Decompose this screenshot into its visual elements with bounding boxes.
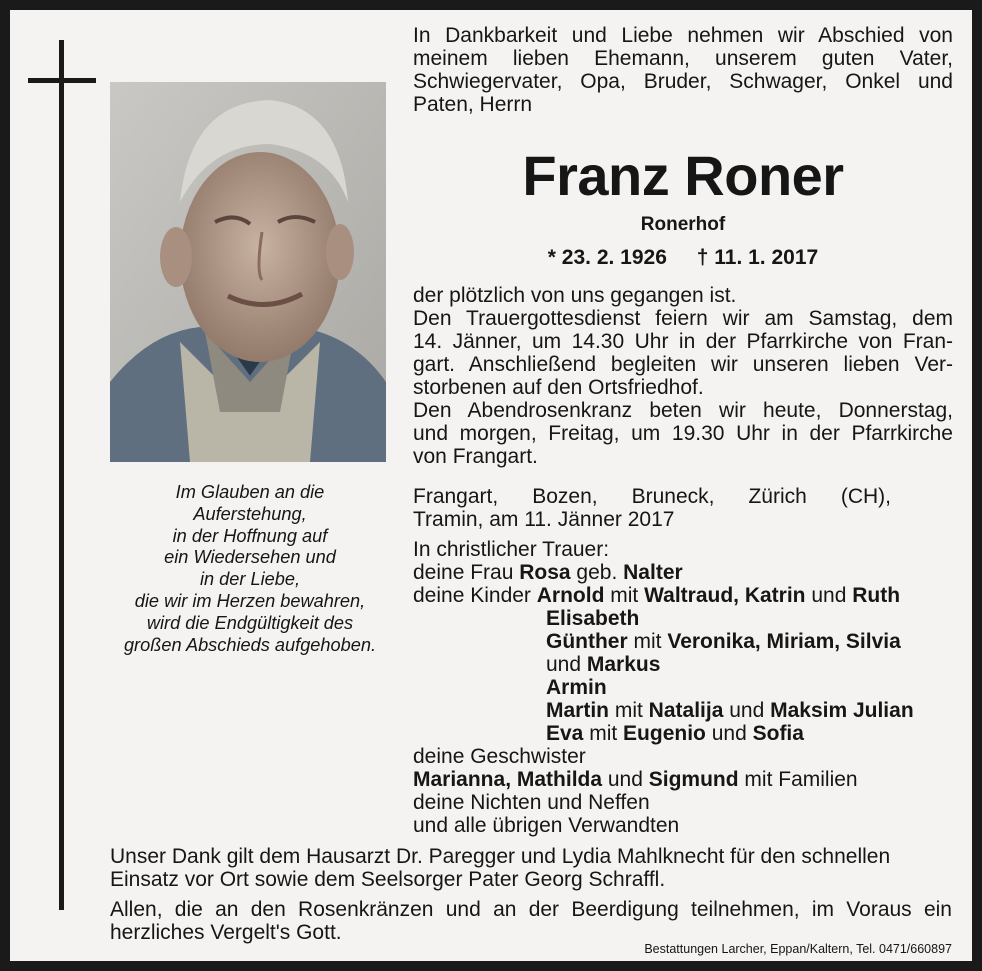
child-name: Eva <box>546 722 584 745</box>
funeral-line: storbenen auf den Ortsfriedhof. <box>413 376 704 399</box>
label: deine Frau <box>413 561 520 584</box>
funeral-home-credit: Bestattungen Larcher, Eppan/Kaltern, Tel. 0471/660897 <box>644 942 952 956</box>
verse-line: Im Glauben an die <box>175 482 325 502</box>
wife-name: Rosa <box>519 561 571 584</box>
mourners-list <box>413 538 953 837</box>
mourners-heading: In christlicher Trauer: <box>413 538 610 561</box>
funeral-line: von Frangart. <box>413 445 538 468</box>
place-line: Tramin, am 11. Jänner 2017 <box>413 508 675 531</box>
children-line <box>413 676 953 699</box>
thanks-paragraph <box>110 845 952 891</box>
relatives-line: und alle übrigen Verwandten <box>413 814 680 837</box>
funeral-line: gart. Anschließend begleiten wir unseren lieben Ver- <box>413 353 953 376</box>
maiden-name: Nalter <box>623 561 683 584</box>
portrait-photo <box>110 82 386 462</box>
intro-line: meinem lieben Ehemann, unserem guten Vater, <box>413 47 953 70</box>
funeral-line: Den Trauergottesdienst feiern wir am Samstag, dem <box>413 307 953 330</box>
label: mit Familien <box>738 768 858 791</box>
wife-line <box>413 561 953 584</box>
children-line <box>413 653 953 676</box>
label: und <box>723 699 771 722</box>
birth-date: * 23. 2. 1926 <box>547 246 667 269</box>
sibling-names: Marianna, Mathilda <box>413 768 603 791</box>
intro-line: Paten, Herrn <box>413 93 533 116</box>
death-date: † 11. 1. 2017 <box>696 246 819 269</box>
funeral-line: Den Abendrosenkranz beten wir heute, Donnerstag, <box>413 399 953 422</box>
partner-name: Markus <box>586 653 661 676</box>
farm-name: Ronerhof <box>640 214 726 235</box>
verse-line: wird die Endgültigkeit des <box>146 612 354 633</box>
partner-name: Natalija <box>648 699 724 722</box>
verse-line: ein Wiedersehen und <box>164 547 336 568</box>
partner-name: Eugenio <box>623 722 706 745</box>
thanks2-line: herzliches Vergelt's Gott. <box>110 921 342 944</box>
sibling-name: Sigmund <box>648 768 739 791</box>
label: und <box>602 768 649 791</box>
funeral-info <box>413 284 953 468</box>
partner-names: Waltraud, Katrin <box>644 584 806 607</box>
thanks2-line: Allen, die an den Rosenkränzen und an der Beerdigung teilnehmen, im Voraus ein <box>110 898 952 921</box>
label: mit <box>583 722 624 745</box>
children-line <box>413 699 953 722</box>
label: geb. <box>570 561 624 584</box>
cross-icon <box>59 40 64 910</box>
child-name: Martin <box>546 699 609 722</box>
label: mit <box>604 584 645 607</box>
label: und <box>805 584 853 607</box>
thanks2-paragraph <box>110 898 952 944</box>
children-line <box>413 607 953 630</box>
place-date <box>413 485 891 531</box>
child-name: Arnold <box>536 584 605 607</box>
siblings-line <box>413 768 953 791</box>
child-name: Günther <box>546 630 628 653</box>
thanks-line: Unser Dank gilt dem Hausarzt Dr. Paregger und Lydia Mahlknecht für den schnellen <box>110 845 891 868</box>
cross-icon-bar <box>28 78 96 83</box>
label: und <box>546 653 587 676</box>
verse-line: großen Abschieds aufgehoben. <box>123 634 377 655</box>
partner-name: Ruth <box>852 584 901 607</box>
obituary-notice <box>10 10 972 961</box>
siblings-heading: deine Geschwister <box>413 745 586 768</box>
verse-line: Auferstehung, <box>193 503 307 524</box>
nieces-line: deine Nichten und Neffen <box>413 791 650 814</box>
children-line <box>413 584 953 607</box>
funeral-line: 14. Jänner, um 14.30 Uhr in der Pfarrkirche von Fran- <box>413 330 953 353</box>
label: und <box>705 722 753 745</box>
children-line <box>413 630 953 653</box>
child-name: Armin <box>546 676 607 699</box>
life-dates <box>413 246 953 270</box>
verse-line: in der Hoffnung auf <box>172 525 328 546</box>
partner-names: Veronika, Miriam, Silvia <box>667 630 901 653</box>
intro-line: Schwiegervater, Opa, Bruder, Schwager, Onkel und <box>413 70 953 93</box>
memorial-verse <box>100 482 400 656</box>
label: mit <box>609 699 649 722</box>
verse-line: in der Liebe, <box>199 569 301 590</box>
deceased-name: Franz Roner <box>522 144 844 207</box>
label: deine Kinder <box>413 584 537 607</box>
place-line: Frangart, Bozen, Bruneck, Zürich (CH), <box>413 485 891 508</box>
intro-text <box>413 24 953 116</box>
label: mit <box>627 630 668 653</box>
funeral-line: und morgen, Freitag, um 19.30 Uhr in der Pfarrkirche <box>413 422 953 445</box>
thanks-line: Einsatz vor Ort sowie dem Seelsorger Pater Georg Schraffl. <box>110 868 666 891</box>
child-name: Elisabeth <box>546 607 640 630</box>
children-line <box>413 722 953 745</box>
intro-line: In Dankbarkeit und Liebe nehmen wir Abschied von <box>413 24 953 47</box>
verse-line: die wir im Herzen bewahren, <box>134 590 366 611</box>
passed-line: der plötzlich von uns gegangen ist. <box>413 284 737 307</box>
partner-name: Maksim Julian <box>770 699 914 722</box>
partner-name: Sofia <box>752 722 804 745</box>
